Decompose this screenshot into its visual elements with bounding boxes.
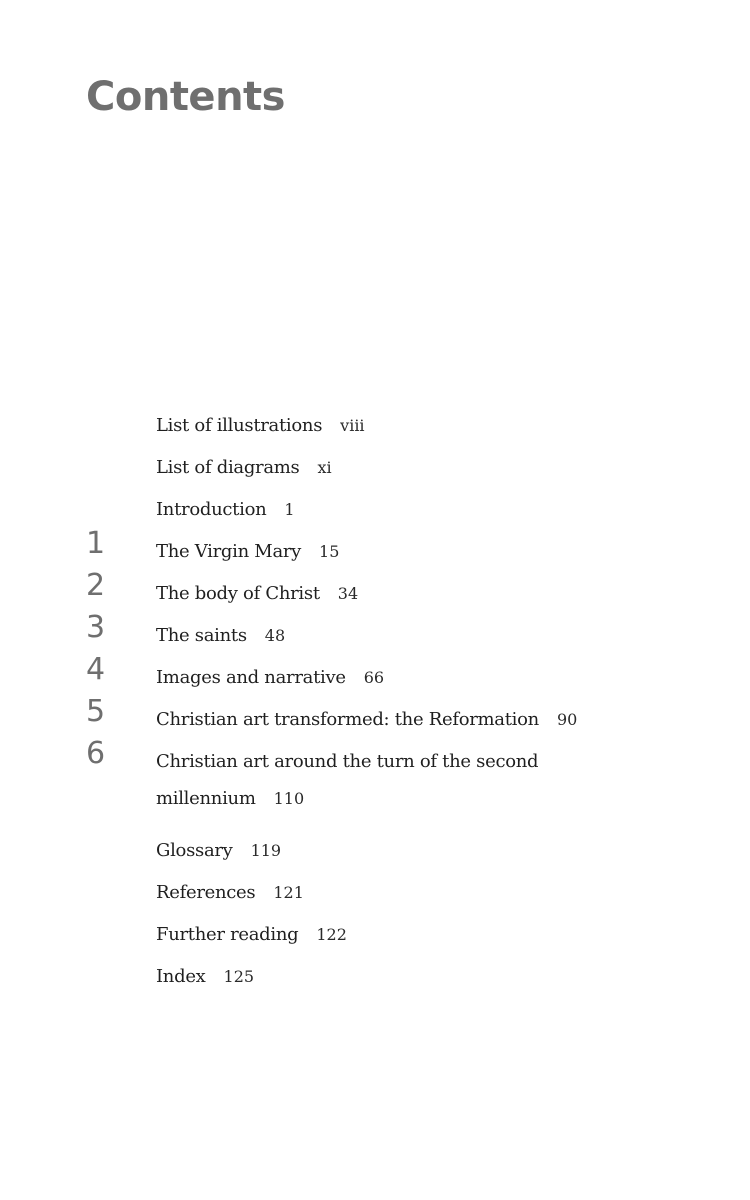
toc-entry-chapter-2[interactable] [0, 568, 750, 618]
entry-page-number: 90 [556, 710, 578, 729]
chapter-number: 4 [86, 652, 106, 687]
toc-entry[interactable] [0, 408, 750, 450]
toc-entry[interactable] [0, 875, 750, 917]
entry-title: The saints [156, 625, 247, 646]
entry-page-number: 122 [316, 925, 347, 944]
toc-entry-chapter-5[interactable] [0, 694, 750, 744]
toc-entry[interactable] [0, 917, 750, 959]
entry-title: Images and narrative [156, 667, 346, 688]
entry-title: Christian art around the turn of the second millennium [156, 751, 539, 809]
entry-page-number: 110 [273, 789, 305, 808]
entry-title: The Virgin Mary [156, 541, 302, 562]
entry-title: List of diagrams [156, 457, 300, 478]
toc-entry-chapter-6[interactable] [0, 736, 750, 828]
entry-page-number: 119 [250, 841, 282, 860]
toc-entry-chapter-1[interactable] [0, 526, 750, 576]
chapter-number: 1 [86, 526, 106, 561]
entry-title: Further reading [156, 924, 299, 945]
toc-entry[interactable] [0, 959, 750, 1001]
entry-title: Introduction [156, 499, 267, 520]
entry-page-number: xi [317, 458, 332, 477]
chapter-number: 5 [86, 694, 106, 729]
table-of-contents [0, 408, 750, 1001]
chapter-number: 3 [86, 610, 106, 645]
entry-title: The body of Christ [156, 583, 320, 604]
chapter-number: 6 [86, 736, 106, 771]
entry-title: Glossary [156, 840, 233, 861]
entry-page-number: viii [340, 416, 365, 435]
entry-title: Index [156, 966, 206, 987]
entry-title: List of illustrations [156, 415, 323, 436]
entry-page-number: 15 [319, 542, 340, 561]
entry-title: References [156, 882, 256, 903]
chapter-number: 2 [86, 568, 106, 603]
entry-page-number: 121 [273, 883, 304, 902]
entry-page-number: 125 [223, 967, 255, 986]
toc-entry[interactable] [0, 833, 750, 875]
toc-entry[interactable] [0, 492, 750, 534]
entry-page-number: 1 [284, 500, 295, 519]
entry-title: Christian art transformed: the Reformation [156, 709, 539, 730]
toc-entry[interactable] [0, 450, 750, 492]
toc-entry-chapter-3[interactable] [0, 610, 750, 660]
entry-page-number: 48 [264, 626, 286, 645]
entry-page-number: 34 [337, 584, 359, 603]
toc-entry-chapter-4[interactable] [0, 652, 750, 702]
page-title: Contents [86, 74, 285, 120]
entry-page-number: 66 [363, 668, 385, 687]
